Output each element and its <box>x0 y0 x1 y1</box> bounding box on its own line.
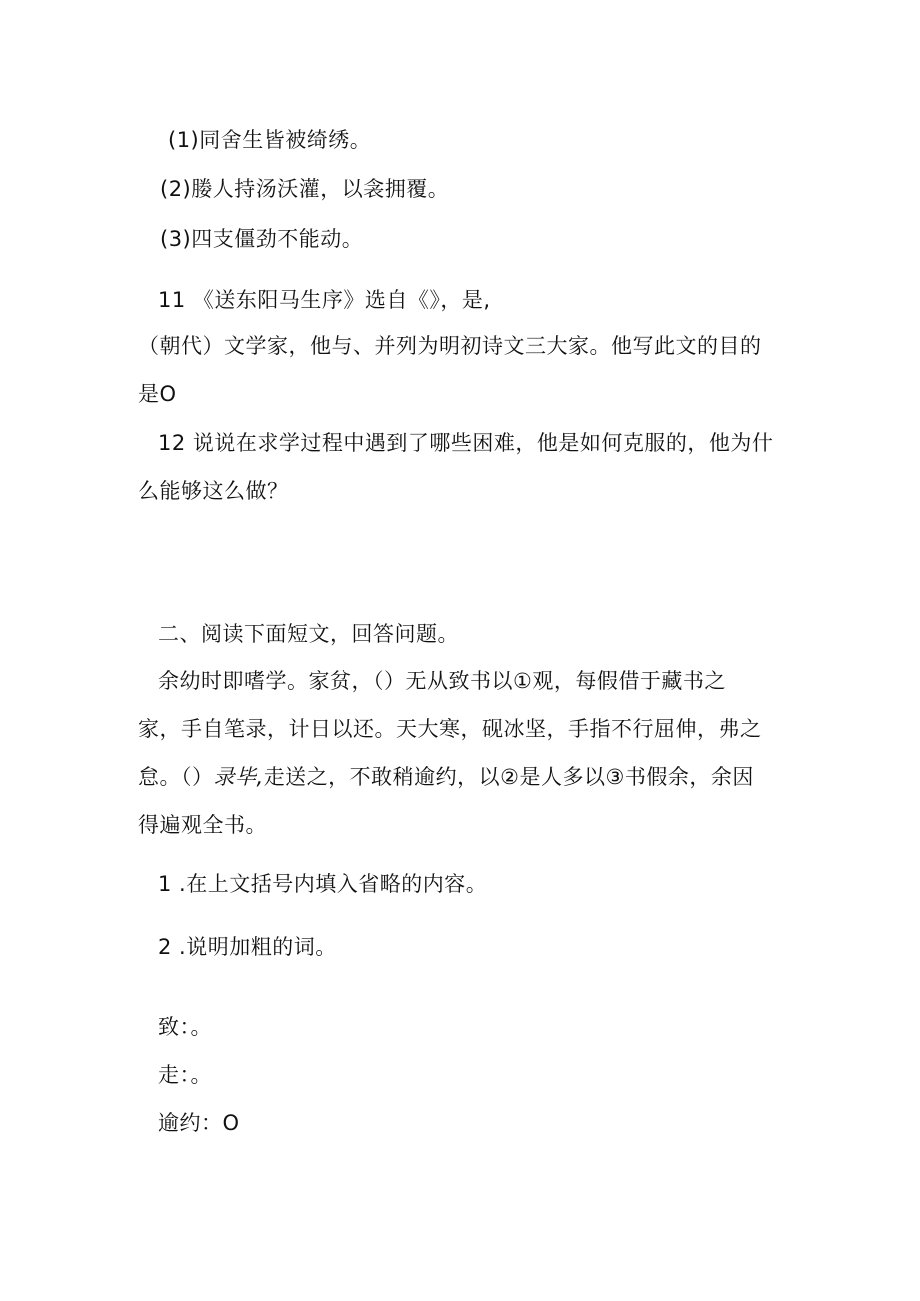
answer-zhi: 致：。 <box>158 1015 212 1039</box>
passage-line-2: 家，手自笔录，计日以还。天大寒，砚冰坚，手指不行屈伸，弗之 <box>138 717 762 741</box>
answer-zou: 走：。 <box>158 1063 212 1087</box>
section2-item-2: 2 .说明加粗的词。 <box>158 935 337 959</box>
passage-line-3-italic: 录毕, <box>213 765 264 789</box>
q12-line-2: 么能够这么做？ <box>138 479 289 503</box>
section2-item-1: 1 .在上文括号内填入省略的内容。 <box>158 872 488 896</box>
q12-line-1: 12 说说在求学过程中遇到了哪些困难，他是如何克服的，他为什 <box>158 431 774 455</box>
q11-line-1: 11 《送东阳马生序》选自《》，是, <box>158 288 491 312</box>
passage-line-3-suffix: 走送之，不敢稍逾约，以②是人多以③书假余，余因 <box>263 765 754 789</box>
passage-line-4: 得遍观全书。 <box>138 813 267 837</box>
q11-line-3: 是O <box>138 382 177 406</box>
passage-line-3-prefix: 怠。（） <box>138 765 214 789</box>
q10-item-1: (1)同舍生皆被绮绣。 <box>168 128 372 152</box>
passage-line-1: 余幼时即嗜学。家贫，（）无从致书以①观，每假借于藏书之 <box>158 669 726 693</box>
q11-line-2: （朝代）文学家，他与、并列为明初诗文三大家。他写此文的目的 <box>138 334 762 358</box>
section2-heading: 二、阅读下面短文，回答问题。 <box>158 622 459 646</box>
answer-yuyue: 逾约：O <box>158 1111 240 1135</box>
passage-line-3 <box>138 762 754 792</box>
q10-item-3: (3)四支僵劲不能动。 <box>160 227 364 251</box>
q10-item-2: (2)媵人持汤沃灌，以衾拥覆。 <box>160 177 450 201</box>
